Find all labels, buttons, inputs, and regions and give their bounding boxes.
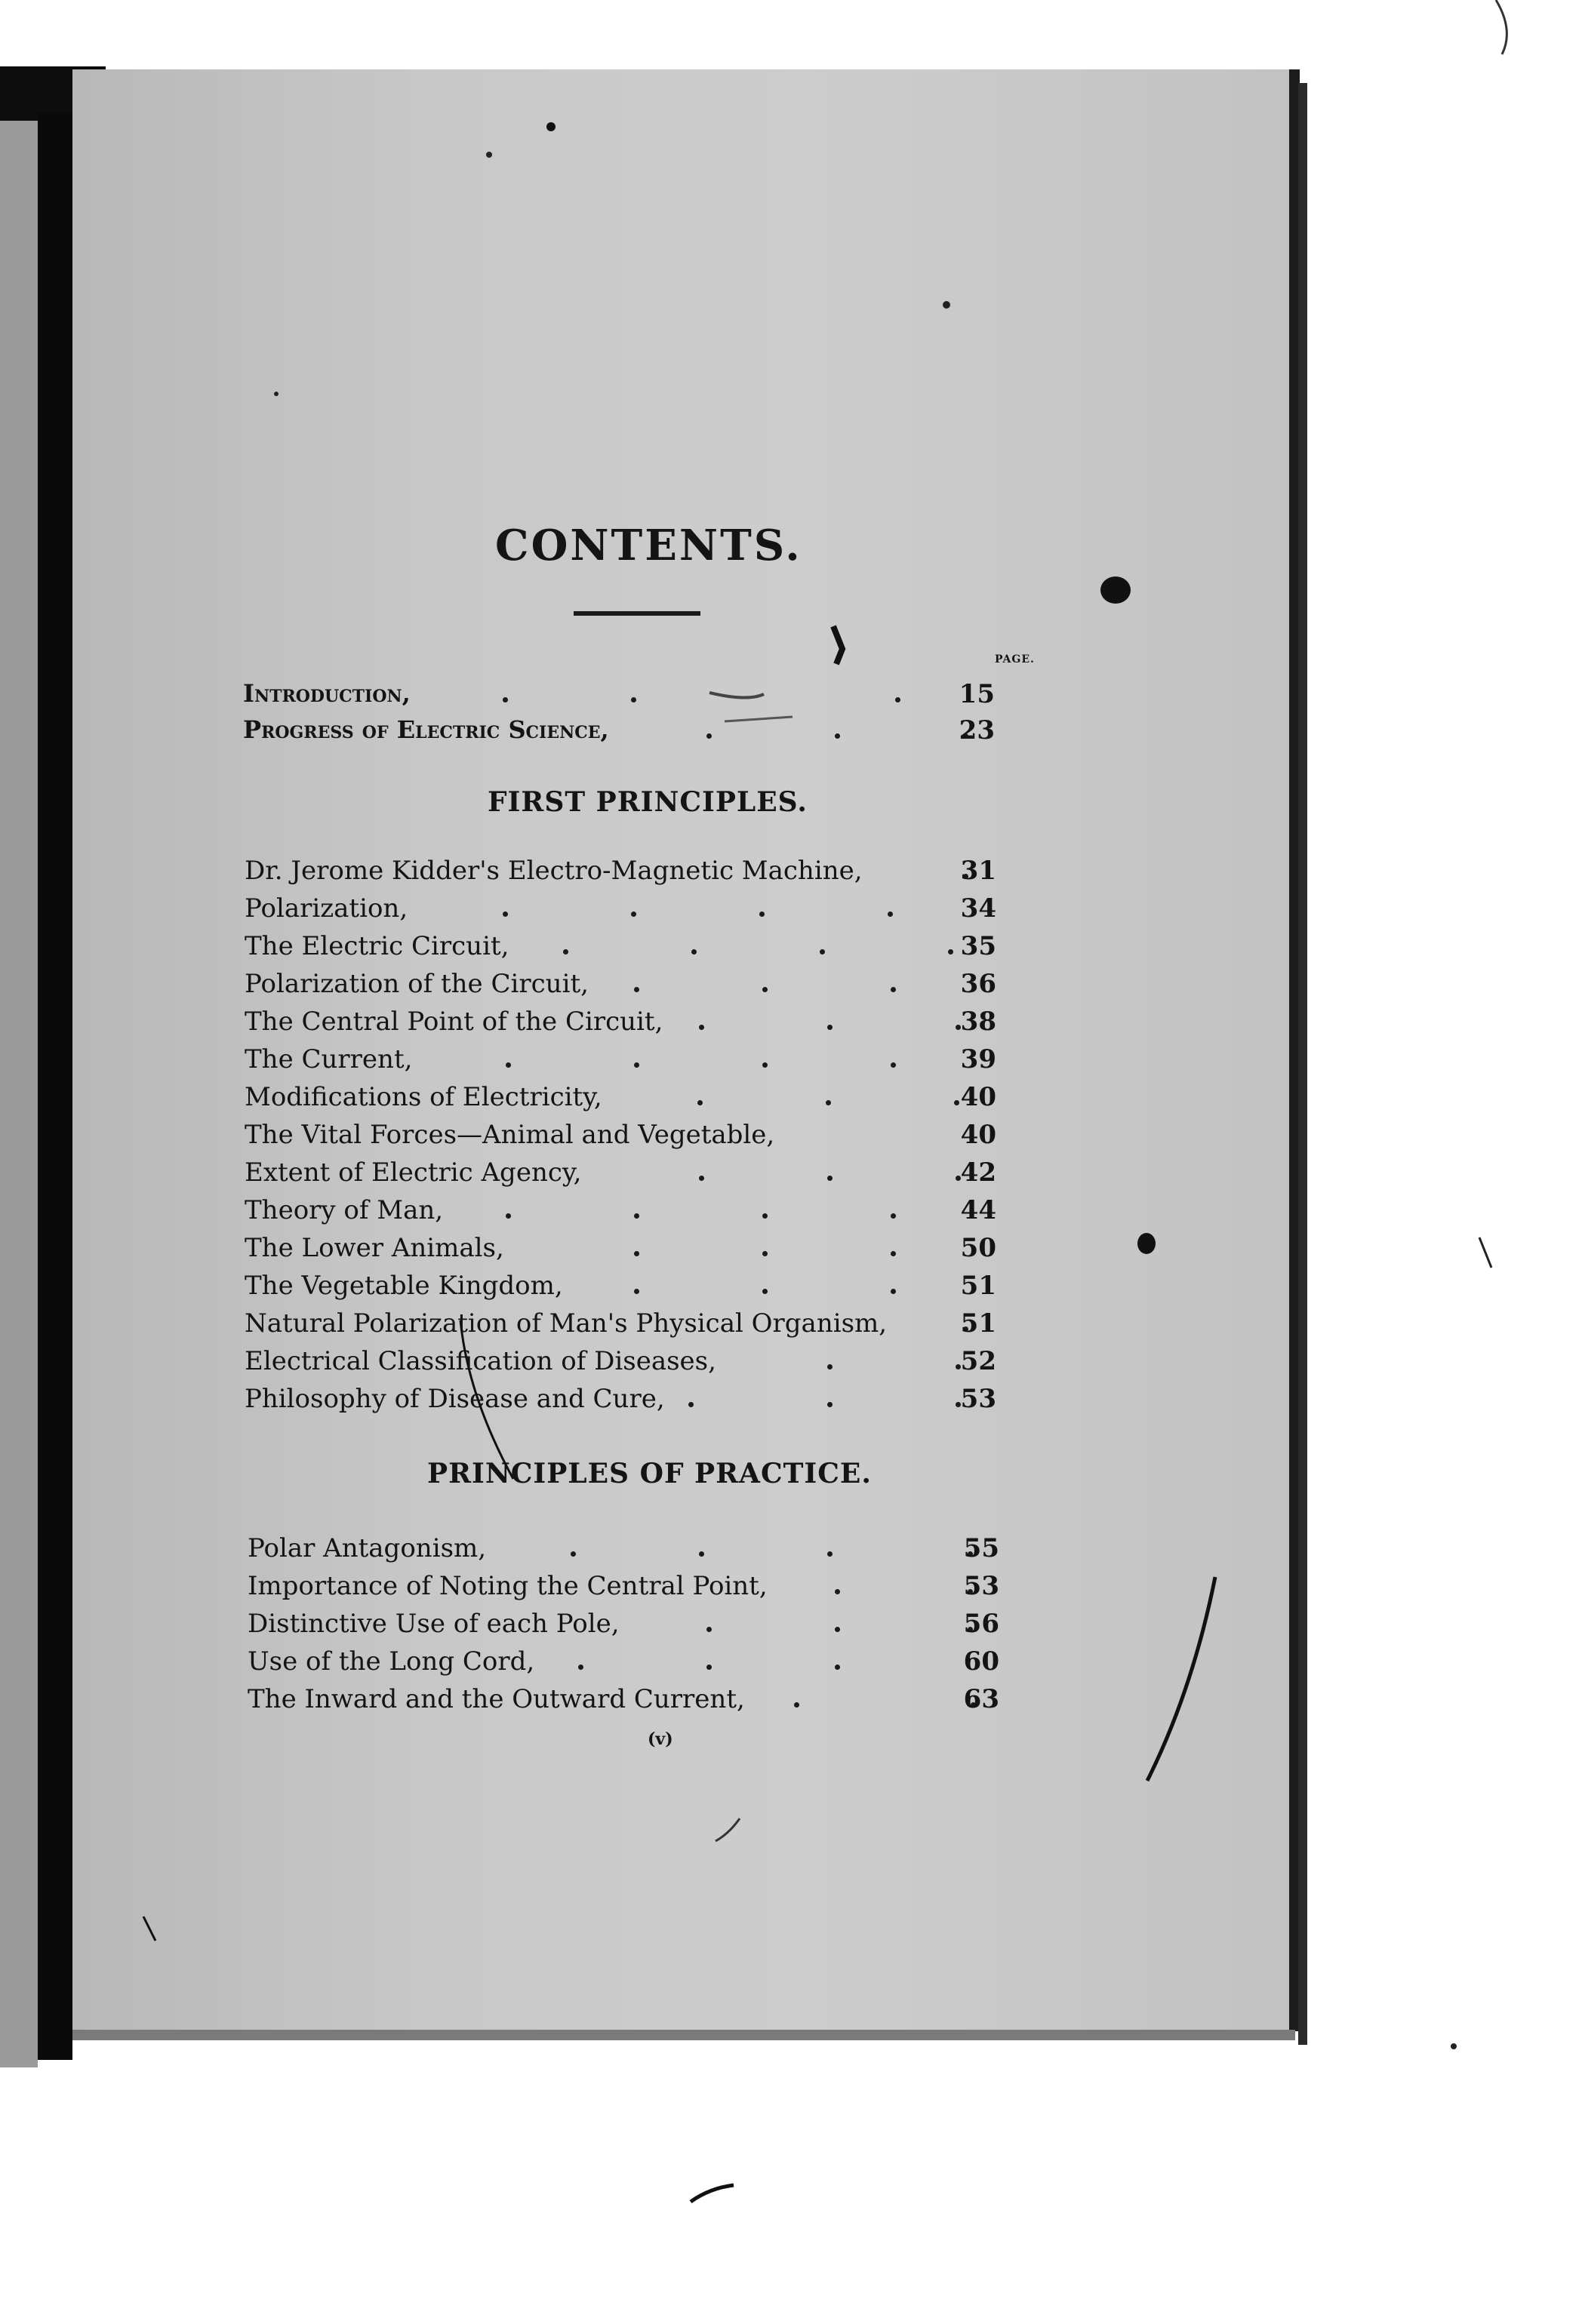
toc-entry-label: The Inward and the Outward Current, bbox=[248, 1684, 745, 1714]
toc-entry-page: 53 bbox=[960, 1384, 996, 1414]
edge-scratch bbox=[143, 1917, 155, 1941]
toc-entry-label: The Vegetable Kingdom, bbox=[245, 1271, 563, 1301]
toc-entry-page: 42 bbox=[960, 1157, 996, 1188]
toc-entry-label: Theory of Man, bbox=[245, 1195, 444, 1225]
section-heading: FIRST PRINCIPLES. bbox=[488, 786, 808, 818]
toc-entry-label: Polarization of the Circuit, bbox=[245, 969, 589, 999]
toc-entry-page: 40 bbox=[960, 1120, 996, 1150]
toc-entry-label: Natural Polarization of Man's Physical Organism, bbox=[245, 1308, 888, 1339]
toc-entry-page: 31 bbox=[960, 856, 996, 886]
toc-entry-label: Dr. Jerome Kidder's Electro-Magnetic Machine, bbox=[245, 856, 863, 886]
toc-entry-page: 35 bbox=[960, 931, 996, 961]
page-column-header: PAGE. bbox=[995, 653, 1035, 666]
page-title: CONTENTS. bbox=[495, 521, 802, 570]
smudge-mark bbox=[725, 717, 793, 721]
toc-entry-label: Use of the Long Cord, bbox=[248, 1646, 535, 1677]
page-folio: (v) bbox=[648, 1729, 673, 1749]
toc-entry-label: Modifications of Electricity, bbox=[245, 1082, 602, 1112]
speck bbox=[1451, 2043, 1457, 2049]
speck bbox=[546, 122, 556, 131]
toc-entry-label: The Electric Circuit, bbox=[245, 931, 509, 961]
toc-entry-page: 38 bbox=[960, 1007, 996, 1037]
toc-entry-page: 40 bbox=[960, 1082, 996, 1112]
toc-entry-page: 44 bbox=[960, 1195, 996, 1225]
toc-entry-page: 36 bbox=[960, 969, 996, 999]
toc-entry-page: 52 bbox=[960, 1346, 996, 1376]
toc-entry-label: Progress of Electric Science, bbox=[243, 715, 609, 744]
toc-entry-page: 63 bbox=[963, 1684, 999, 1714]
edge-scratch bbox=[1496, 0, 1507, 54]
edge-scratch bbox=[691, 2185, 734, 2202]
toc-entry-page: 55 bbox=[963, 1533, 999, 1563]
speck bbox=[943, 301, 950, 309]
toc-entry-label: Philosophy of Disease and Cure, bbox=[245, 1384, 665, 1414]
toc-entry-page: 60 bbox=[963, 1646, 999, 1677]
edge-scratch bbox=[1479, 1237, 1491, 1268]
toc-entry-label: The Lower Animals, bbox=[245, 1233, 504, 1263]
toc-entry-page: 15 bbox=[959, 679, 995, 709]
toc-entry-label: Polarization, bbox=[245, 893, 408, 924]
toc-entry-label: The Central Point of the Circuit, bbox=[245, 1007, 663, 1037]
section-heading: PRINCIPLES OF PRACTICE. bbox=[427, 1458, 872, 1489]
toc-entry-label: Distinctive Use of each Pole, bbox=[248, 1609, 620, 1639]
toc-entry-label: Extent of Electric Agency, bbox=[245, 1157, 582, 1188]
toc-entry-page: 51 bbox=[960, 1308, 996, 1339]
toc-entry-label: The Current, bbox=[245, 1044, 413, 1074]
pencil-stroke bbox=[460, 1320, 513, 1479]
ink-blot bbox=[1100, 576, 1131, 604]
toc-entry-page: 39 bbox=[960, 1044, 996, 1074]
ink-mark bbox=[833, 626, 842, 664]
toc-entry-page: 34 bbox=[960, 893, 996, 924]
speck bbox=[486, 152, 492, 158]
smudge-mark bbox=[716, 1818, 740, 1841]
toc-entry-page: 53 bbox=[963, 1571, 999, 1601]
toc-entry-page: 23 bbox=[959, 715, 995, 745]
toc-entry-label: The Vital Forces—Animal and Vegetable, bbox=[245, 1120, 775, 1150]
pencil-stroke bbox=[1147, 1577, 1215, 1781]
toc-entry-page: 56 bbox=[963, 1609, 999, 1639]
toc-entry-label: Electrical Classification of Diseases, bbox=[245, 1346, 716, 1376]
toc-entry-page: 50 bbox=[960, 1233, 996, 1263]
toc-entry-label: Polar Antagonism, bbox=[248, 1533, 487, 1563]
smudge-mark bbox=[709, 693, 764, 698]
toc-entry-label: Introduction, bbox=[243, 679, 411, 708]
speck bbox=[274, 392, 279, 396]
toc-entry-page: 51 bbox=[960, 1271, 996, 1301]
toc-entry-label: Importance of Noting the Central Point, bbox=[248, 1571, 768, 1601]
ink-blot bbox=[1137, 1233, 1156, 1254]
